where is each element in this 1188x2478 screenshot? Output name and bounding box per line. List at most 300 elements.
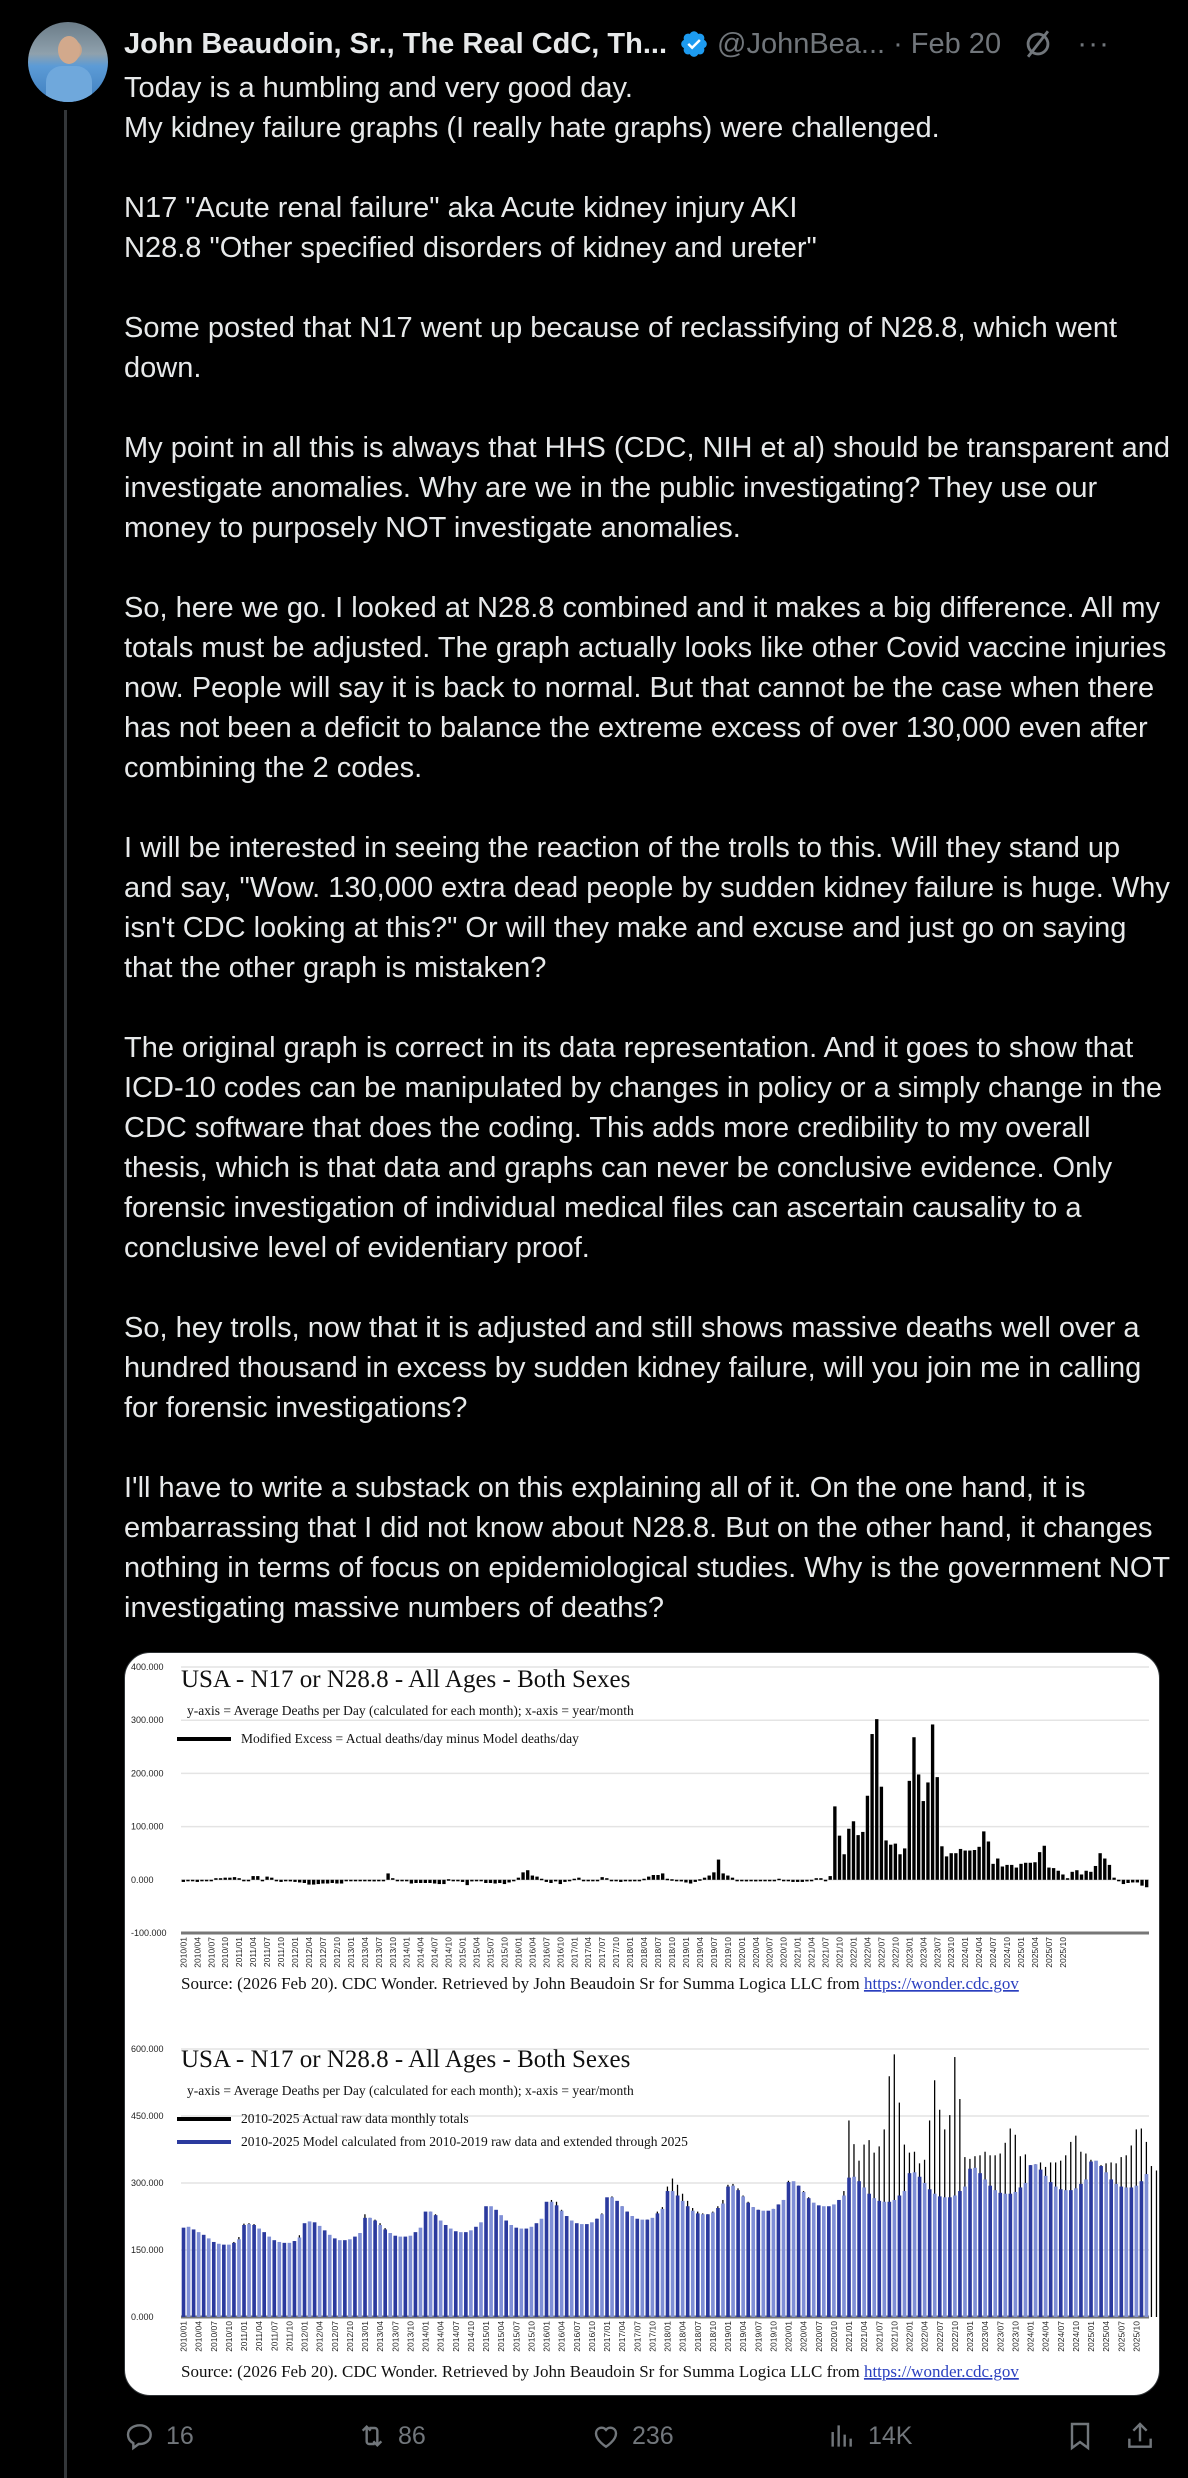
excess-bar: [1098, 1853, 1101, 1880]
excess-bar: [880, 1787, 883, 1880]
x-tick-label: 2023/07: [932, 1937, 943, 1968]
model-bar: [640, 2220, 644, 2317]
model-bar: [842, 2196, 846, 2317]
grok-icon[interactable]: [1021, 27, 1055, 61]
x-tick-label: 2025/10: [1131, 2321, 1142, 2352]
excess-bar: [903, 1848, 906, 1879]
x-tick-label: 2025/04: [1101, 2321, 1112, 2352]
excess-bar: [782, 1880, 785, 1882]
excess-bar: [279, 1880, 282, 1882]
excess-bar: [745, 1880, 748, 1882]
x-tick-label: 2022/10: [890, 1937, 901, 1968]
excess-bar: [810, 1880, 813, 1882]
x-tick-label: 2015/01: [481, 2321, 492, 2352]
x-tick-label: 2014/10: [465, 2321, 476, 2352]
model-bar: [343, 2240, 347, 2317]
excess-bar: [363, 1880, 366, 1882]
chart-subtitle: y-axis = Average Deaths per Day (calculated for each month); x-axis = year/month: [187, 1703, 634, 1718]
model-bar: [610, 2197, 614, 2317]
x-tick-label: 2014/04: [435, 2321, 446, 2352]
x-tick-label: 2014/07: [429, 1937, 440, 1968]
excess-bar: [870, 1734, 873, 1880]
model-bar: [620, 2206, 624, 2317]
x-tick-label: 2015/04: [496, 2321, 507, 2352]
excess-bar: [1084, 1871, 1087, 1880]
excess-bar: [507, 1880, 510, 1883]
model-bar: [565, 2216, 569, 2317]
separator: ·: [893, 27, 903, 60]
excess-bar: [228, 1878, 231, 1880]
model-bar: [646, 2220, 650, 2317]
x-tick-label: 2023/04: [980, 2321, 991, 2352]
model-bar: [1039, 2170, 1043, 2317]
x-tick-label: 2016/07: [541, 1937, 552, 1968]
x-tick-label: 2016/04: [556, 2321, 567, 2352]
excess-bar: [428, 1880, 431, 1883]
excess-bar: [931, 1724, 934, 1879]
model-bar: [1140, 2181, 1144, 2317]
x-tick-label: 2013/10: [387, 1937, 398, 1968]
model-bar: [409, 2236, 413, 2317]
x-tick-label: 2018/07: [692, 2321, 703, 2352]
model-bar: [338, 2240, 342, 2317]
excess-bar: [652, 1875, 655, 1880]
model-bar: [424, 2212, 428, 2317]
excess-bar: [740, 1880, 743, 1882]
model-bar: [933, 2194, 937, 2317]
model-bar: [721, 2204, 725, 2317]
model-bar: [293, 2241, 297, 2317]
excess-bar: [731, 1878, 734, 1880]
excess-bar: [237, 1878, 240, 1880]
excess-bar: [498, 1880, 501, 1883]
repost-button[interactable]: [356, 2420, 426, 2452]
excess-chart: [125, 1653, 1159, 2025]
like-button[interactable]: [590, 2420, 674, 2452]
model-bar: [217, 2244, 221, 2317]
excess-bar: [303, 1880, 306, 1883]
x-tick-label: 2012/10: [331, 1937, 342, 1968]
x-tick-label: 2025/10: [1057, 1937, 1068, 1968]
verified-badge-icon[interactable]: [679, 29, 709, 59]
excess-bar: [917, 1774, 920, 1879]
model-bar: [398, 2237, 402, 2317]
model-bar: [767, 2211, 771, 2317]
x-tick-label: 2019/07: [753, 2321, 764, 2352]
x-tick-label: 2024/04: [974, 1937, 985, 1968]
excess-bar: [749, 1880, 752, 1882]
model-bar: [464, 2232, 468, 2317]
excess-bar: [698, 1879, 701, 1881]
excess-bar: [838, 1836, 841, 1880]
excess-bar: [1075, 1870, 1078, 1880]
x-tick-label: 2011/04: [248, 1937, 259, 1968]
excess-bar: [619, 1880, 622, 1882]
excess-bar: [768, 1880, 771, 1882]
excess-bar: [312, 1880, 315, 1885]
x-tick-label: 2017/04: [617, 2321, 628, 2352]
model-bar: [888, 2202, 892, 2317]
model-bar: [298, 2237, 302, 2317]
x-tick-label: 2011/01: [239, 2321, 250, 2352]
x-tick-label: 2013/04: [359, 1937, 370, 1968]
post-paragraph: I will be interested in seeing the reaction of the trolls to this. Will they stand up and say, "Wow. 130,000 extra dead people by sudden kidney failure is huge. Why isn't CDC looking at this?" Or will they make and excuse and just go on saying that the other graph is mistaken?: [124, 832, 1170, 984]
excess-bar: [610, 1880, 613, 1882]
excess-bar: [847, 1829, 850, 1880]
model-bar: [903, 2191, 907, 2317]
model-bar: [197, 2232, 201, 2317]
legend-label: Modified Excess = Actual deaths/day minus Model deaths/day: [241, 1731, 579, 1746]
model-bar: [993, 2190, 997, 2317]
x-tick-label: 2024/01: [960, 1937, 971, 1968]
post-header: [124, 24, 1110, 64]
excess-bar: [224, 1878, 227, 1880]
excess-bar: [400, 1880, 403, 1882]
model-bar: [237, 2239, 241, 2317]
model-bar: [605, 2197, 609, 2317]
excess-bar: [396, 1880, 399, 1882]
x-tick-label: 2019/10: [768, 2321, 779, 2352]
x-tick-label: 2016/10: [586, 2321, 597, 2352]
model-bar: [247, 2224, 251, 2317]
model-bar: [187, 2227, 191, 2317]
excess-bar: [759, 1880, 762, 1882]
x-tick-label: 2020/01: [783, 2321, 794, 2352]
excess-bar: [479, 1880, 482, 1882]
model-bar: [726, 2187, 730, 2317]
model-bar: [837, 2200, 841, 2317]
excess-bar: [796, 1880, 799, 1882]
model-bar: [1104, 2172, 1108, 2317]
model-bar: [772, 2209, 776, 2317]
actual-bar: [1156, 2170, 1157, 2317]
x-tick-label: 2025/04: [1029, 1937, 1040, 1968]
x-tick-label: 2010/04: [192, 1937, 203, 1968]
x-tick-label: 2010/01: [178, 2321, 189, 2352]
excess-bar: [186, 1880, 189, 1882]
model-bar: [328, 2235, 332, 2317]
excess-bar: [563, 1880, 566, 1882]
excess-bar: [265, 1877, 268, 1880]
model-bar: [913, 2172, 917, 2317]
excess-bar: [945, 1856, 948, 1879]
model-bar: [1014, 2192, 1018, 2317]
model-bar: [711, 2212, 715, 2317]
bookmark-icon: [1064, 2420, 1096, 2452]
excess-bar: [815, 1878, 818, 1880]
model-bar: [444, 2225, 448, 2317]
model-bar: [958, 2191, 962, 2317]
x-tick-label: 2024/10: [1070, 2321, 1081, 2352]
legend-label: 2010-2025 Actual raw data monthly totals: [241, 2111, 469, 2126]
x-tick-label: 2020/10: [828, 2321, 839, 2352]
x-tick-label: 2016/10: [555, 1937, 566, 1968]
model-bar: [656, 2213, 660, 2317]
x-tick-label: 2013/04: [375, 2321, 386, 2352]
views-button[interactable]: [826, 2420, 912, 2452]
model-bar: [272, 2240, 276, 2317]
x-tick-label: 2023/10: [1010, 2321, 1021, 2352]
excess-bar: [708, 1876, 711, 1880]
author-handle[interactable]: @JohnBea...: [717, 27, 886, 60]
x-tick-label: 2018/04: [677, 2321, 688, 2352]
excess-bar: [842, 1854, 845, 1880]
excess-bar: [1038, 1852, 1041, 1880]
excess-bar: [573, 1879, 576, 1881]
model-bar: [751, 2207, 755, 2317]
model-bar: [792, 2181, 796, 2317]
excess-bar: [475, 1880, 478, 1882]
excess-bar: [1029, 1863, 1032, 1880]
excess-bar: [1089, 1872, 1092, 1880]
post-paragraph: My point in all this is always that HHS (CDC, NIH et al) should be transparent and investigate anomalies. Why are we in the public investigating? They use our money to purposely NOT investigate anomalies.: [124, 432, 1171, 544]
model-bar: [393, 2236, 397, 2317]
source-link[interactable]: https://wonder.cdc.gov: [863, 2362, 1019, 2381]
model-bar: [313, 2222, 317, 2317]
model-bar: [635, 2219, 639, 2317]
model-bar: [1119, 2187, 1123, 2317]
model-bar: [1044, 2176, 1048, 2317]
x-tick-label: 2019/04: [694, 1937, 705, 1968]
x-tick-label: 2011/01: [234, 1937, 245, 1968]
post-paragraph: I'll have to write a substack on this explaining all of it. On the one hand, it is embarrassing that I did not know about N28.8. But on the other hand, it changes nothing in terms of focus on epidemiological studies. Why is the government NOT investigating massive numbers of deaths?: [124, 1472, 1170, 1624]
excess-bar: [540, 1879, 543, 1881]
excess-bar: [1033, 1862, 1036, 1880]
excess-bar: [1066, 1878, 1069, 1880]
excess-bar: [256, 1876, 259, 1880]
model-bar: [686, 2206, 690, 2317]
model-bar: [822, 2206, 826, 2317]
model-bar: [434, 2215, 438, 2317]
post-paragraph: Some posted that N17 went up because of reclassifying of N28.8, which went down.: [124, 312, 1118, 384]
excess-bar: [372, 1880, 375, 1882]
excess-bar: [503, 1880, 506, 1884]
model-bar: [761, 2211, 765, 2317]
bookmark-button[interactable]: [1064, 2420, 1106, 2452]
model-bar: [580, 2224, 584, 2317]
model-bar: [812, 2203, 816, 2317]
source-note: [181, 2362, 1019, 2381]
excess-bar: [354, 1880, 357, 1882]
share-icon: [1124, 2420, 1156, 2452]
thread-line: [64, 110, 67, 2478]
share-button[interactable]: [1124, 2420, 1166, 2452]
model-bar: [277, 2242, 281, 2317]
more-icon[interactable]: ···: [1077, 27, 1111, 60]
excess-bar: [670, 1879, 673, 1881]
model-bar: [1135, 2186, 1139, 2317]
source-link[interactable]: https://wonder.cdc.gov: [863, 1974, 1019, 1993]
model-bar: [308, 2221, 312, 2317]
excess-bar: [875, 1719, 878, 1880]
excess-bar: [489, 1880, 492, 1883]
model-bar: [651, 2218, 655, 2317]
x-tick-label: 2015/01: [457, 1937, 468, 1968]
model-bar: [877, 2201, 881, 2317]
excess-bar: [1126, 1880, 1129, 1883]
x-tick-label: 2021/10: [889, 2321, 900, 2352]
model-bar: [383, 2229, 387, 2317]
model-bar: [807, 2198, 811, 2317]
model-bar: [363, 2218, 367, 2317]
model-bar: [519, 2229, 523, 2317]
excess-bar: [1117, 1880, 1120, 1882]
model-bar: [857, 2181, 861, 2317]
excess-bar: [936, 1777, 939, 1880]
model-bar: [474, 2227, 478, 2317]
x-tick-label: 2015/10: [499, 1937, 510, 1968]
model-bar: [862, 2187, 866, 2317]
excess-bar: [517, 1878, 520, 1880]
excess-bar: [959, 1849, 962, 1880]
excess-bar: [200, 1880, 203, 1882]
model-bar: [918, 2177, 922, 2317]
excess-bar: [568, 1880, 571, 1882]
excess-bar: [1080, 1874, 1083, 1879]
excess-bar: [335, 1880, 338, 1884]
model-bar: [414, 2232, 418, 2317]
excess-bar: [675, 1880, 678, 1882]
model-bar: [323, 2230, 327, 2317]
like-icon: [590, 2420, 622, 2452]
avatar[interactable]: [28, 22, 108, 102]
excess-bar: [777, 1879, 780, 1881]
excess-bar: [386, 1873, 389, 1879]
excess-bar: [242, 1880, 245, 1882]
x-tick-label: 2017/01: [569, 1937, 580, 1968]
excess-bar: [633, 1880, 636, 1882]
x-tick-label: 2010/10: [223, 2321, 234, 2352]
x-tick-label: 2016/07: [571, 2321, 582, 2352]
x-tick-label: 2016/01: [513, 1937, 524, 1968]
model-bar: [575, 2223, 579, 2317]
excess-chart-svg: [125, 1653, 1159, 2025]
model-bar: [252, 2225, 256, 2317]
post-paragraph: Today is a humbling and very good day. My kidney failure graphs (I really hate graphs) were challenged.: [124, 72, 940, 144]
excess-bar: [433, 1880, 436, 1884]
model-bar: [983, 2179, 987, 2317]
x-tick-label: 2012/04: [314, 2321, 325, 2352]
post-paragraph: So, hey trolls, now that it is adjusted and still shows massive deaths well over a hundred thousand in excess by sudden kidney failure, will you join me in calling for forensic investigations?: [124, 1312, 1142, 1424]
excess-bar: [452, 1880, 455, 1882]
excess-bar: [284, 1880, 287, 1882]
model-bar: [494, 2210, 498, 2317]
model-bar: [691, 2211, 695, 2317]
excess-bar: [391, 1878, 394, 1880]
model-bar: [257, 2229, 261, 2317]
x-tick-label: 2019/04: [738, 2321, 749, 2352]
model-bar: [898, 2196, 902, 2317]
model-bar: [454, 2231, 458, 2317]
excess-bar: [605, 1878, 608, 1880]
post-date[interactable]: Feb 20: [910, 27, 1002, 60]
x-tick-label: 2020/07: [813, 2321, 824, 2352]
excess-bar: [977, 1847, 980, 1880]
model-bar: [1145, 2174, 1149, 2317]
x-tick-label: 2021/04: [806, 1937, 817, 1968]
model-bar: [1029, 2165, 1033, 2317]
model-bar: [661, 2209, 665, 2317]
y-tick-label: 100.000: [131, 1821, 164, 1832]
model-bar: [348, 2239, 352, 2317]
x-tick-label: 2017/07: [597, 1937, 608, 1968]
excess-bar: [326, 1880, 329, 1884]
excess-bar: [824, 1880, 827, 1882]
model-bar: [756, 2210, 760, 2317]
excess-bar: [293, 1880, 296, 1882]
model-bar: [1059, 2189, 1063, 2317]
excess-bar: [405, 1880, 408, 1882]
model-bar: [998, 2193, 1002, 2317]
model-bar: [212, 2242, 216, 2317]
excess-bar: [684, 1880, 687, 1883]
model-bar: [459, 2232, 463, 2317]
x-tick-label: 2016/01: [541, 2321, 552, 2352]
model-bar: [1114, 2184, 1118, 2317]
excess-bar: [587, 1880, 590, 1882]
model-bar: [207, 2238, 211, 2317]
excess-bar: [791, 1880, 794, 1882]
excess-bar: [1140, 1880, 1143, 1886]
author-name[interactable]: John Beaudoin, Sr., The Real CdC, Th...: [124, 27, 667, 60]
x-tick-label: 2019/07: [708, 1937, 719, 1968]
post-media[interactable]: [124, 1652, 1160, 2396]
excess-bar: [438, 1880, 441, 1884]
excess-bar: [345, 1880, 348, 1882]
x-tick-label: 2020/04: [750, 1937, 761, 1968]
model-bar: [378, 2225, 382, 2317]
model-bar: [540, 2219, 544, 2317]
excess-bar: [898, 1854, 901, 1880]
views-count: 14K: [868, 2421, 913, 2450]
model-bar: [1130, 2187, 1134, 2317]
excess-bar: [1057, 1871, 1060, 1880]
model-bar: [827, 2206, 831, 2317]
excess-bar: [577, 1878, 580, 1880]
excess-bar: [521, 1872, 524, 1879]
x-tick-label: 2017/10: [611, 1937, 622, 1968]
model-bar: [1079, 2184, 1083, 2317]
model-bar: [777, 2204, 781, 2317]
post-paragraph: The original graph is correct in its data representation. And it goes to show that ICD-10 codes can be manipulated by changes in policy or a simply change in the CDC software that does the coding. This adds more credibility to my overall thesis, which is that data and graphs can never be conclusive evidence. Only forensic investigation of individual medical files can ascertain causality to a conclusive level of evidentiary proof.: [124, 1032, 1163, 1264]
excess-bar: [912, 1737, 915, 1880]
x-tick-label: 2021/01: [792, 1937, 803, 1968]
model-bar: [746, 2203, 750, 2317]
x-tick-label: 2020/07: [764, 1937, 775, 1968]
model-bar: [1099, 2166, 1103, 2317]
model-bar: [731, 2186, 735, 2317]
model-bar: [872, 2198, 876, 2317]
avatar-figure-head: [58, 36, 80, 64]
chart-subtitle: y-axis = Average Deaths per Day (calculated for each month); x-axis = year/month: [187, 2083, 634, 2098]
excess-bar: [289, 1880, 292, 1882]
x-tick-label: 2019/10: [722, 1937, 733, 1968]
excess-bar: [735, 1880, 738, 1882]
x-tick-label: 2021/04: [859, 2321, 870, 2352]
reply-button[interactable]: [124, 2420, 194, 2452]
x-tick-label: 2014/01: [420, 2321, 431, 2352]
x-tick-label: 2015/10: [526, 2321, 537, 2352]
model-bar: [716, 2208, 720, 2317]
excess-bar: [1136, 1880, 1139, 1883]
excess-bar: [856, 1835, 859, 1880]
model-bar: [182, 2228, 186, 2317]
excess-bar: [819, 1878, 822, 1880]
excess-bar: [1108, 1865, 1111, 1880]
x-tick-label: 2013/10: [405, 2321, 416, 2352]
excess-bar: [833, 1806, 836, 1879]
excess-bar: [1145, 1880, 1148, 1887]
